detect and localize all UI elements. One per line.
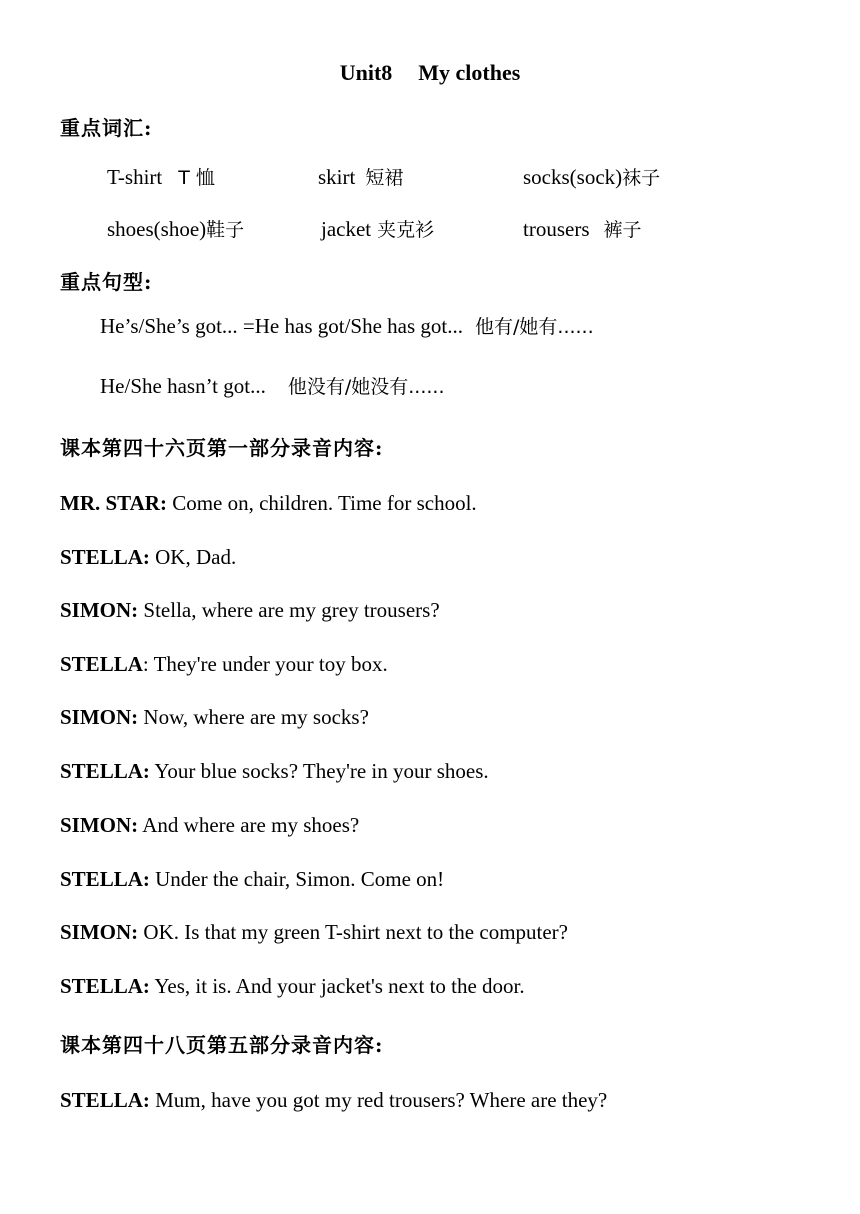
speaker-label: STELLA: <box>60 759 150 783</box>
dialogue-line: STELLA: OK, Dad. <box>60 545 237 569</box>
speaker-label: SIMON: <box>60 813 139 837</box>
vocab-item: socks(sock)袜子 <box>523 165 661 189</box>
speaker-label: MR. STAR: <box>60 491 167 515</box>
speaker-label: STELLA: <box>60 974 150 998</box>
speaker-label: STELLA: <box>60 545 150 569</box>
unit-label: Unit8 <box>339 60 393 85</box>
dialogue-line: SIMON: Stella, where are my grey trousers? <box>60 598 440 622</box>
dialogue-line: STELLA: Under the chair, Simon. Come on! <box>60 867 445 891</box>
dialogue-line: SIMON: And where are my shoes? <box>60 813 360 837</box>
sentence-pattern: He/She hasn’t got... 他没有/她没有...... <box>100 374 445 398</box>
dialogue-line: SIMON: OK. Is that my green T-shirt next to the computer? <box>60 920 568 944</box>
vocab-item: T-shirt T 恤 <box>107 165 215 189</box>
dialogue-line: STELLA: Mum, have you got my red trousers? Where are they? <box>60 1088 608 1112</box>
vocab-item: jacket 夹克衫 <box>321 217 435 241</box>
dialogue-line: SIMON: Now, where are my socks? <box>60 705 369 729</box>
dialogue-line: STELLA: They're under your toy box. <box>60 652 388 676</box>
dialogue-line: MR. STAR: Come on, children. Time for school. <box>60 491 477 515</box>
section-heading-page46: 课本第四十六页第一部分录音内容: <box>60 436 384 460</box>
vocab-heading: 重点词汇: <box>60 116 153 140</box>
unit-topic: My clothes <box>418 60 521 85</box>
vocab-item: shoes(shoe)鞋子 <box>107 217 245 241</box>
speaker-label: SIMON: <box>60 705 139 729</box>
speaker-label: STELLA: <box>60 1088 150 1112</box>
speaker-label: STELLA: <box>60 867 150 891</box>
speaker-label: SIMON: <box>60 598 139 622</box>
vocab-item: trousers 裤子 <box>523 217 642 241</box>
speaker-label: STELLA <box>60 652 143 676</box>
section-heading-page48: 课本第四十八页第五部分录音内容: <box>60 1033 384 1057</box>
sentence-pattern: He’s/She’s got... =He has got/She has got... 他有/她有...... <box>100 314 594 338</box>
speaker-label: SIMON: <box>60 920 139 944</box>
dialogue-line: STELLA: Your blue socks? They're in your shoes. <box>60 759 489 783</box>
sentence-heading: 重点句型: <box>60 270 153 294</box>
vocab-item: skirt 短裙 <box>318 165 404 189</box>
page-title <box>0 60 860 86</box>
dialogue-line: STELLA: Yes, it is. And your jacket's next to the door. <box>60 974 525 998</box>
